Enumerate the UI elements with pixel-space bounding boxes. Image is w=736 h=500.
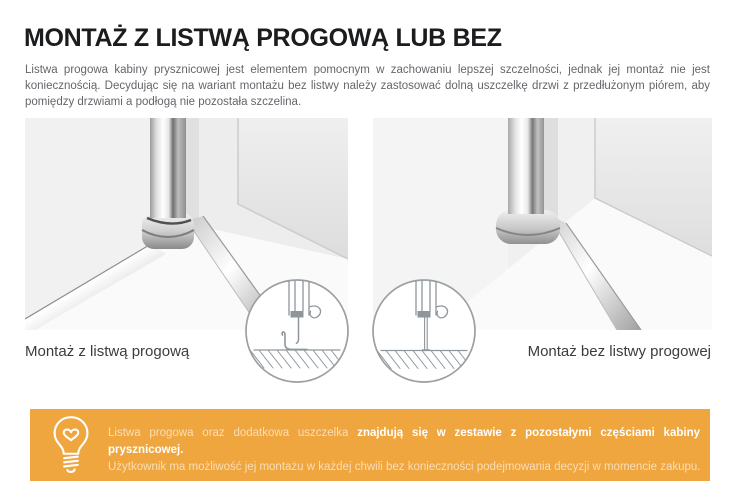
note-line-1 (108, 425, 700, 459)
caption-with-threshold: Montaż z listwą progową (25, 343, 190, 360)
note-banner (30, 409, 710, 481)
seal-with-strip-cross-section (244, 278, 350, 384)
lightbulb-icon (48, 414, 94, 476)
note-line1-regular: Listwa progowa oraz dodatkowa uszczelka (108, 427, 349, 439)
intro-paragraph: Listwa progowa kabiny prysznicowej jest elementem pomocnym w zachowaniu lepszej szczelności, jednak jej montaż nie jest koniecznością. Decydując się na wariant montażu bez listwy należy zastosować dolną uszczelkę drzwi z przedłużonym piórem, aby pomiędzy drzwiami a podłogą nie pozostała szczelina. (25, 63, 710, 108)
note-text (108, 425, 700, 476)
diagram-seal-without-threshold-strip (371, 278, 477, 384)
note-line-2: Użytkownik ma możliwość jej montażu w każdej chwili bez konieczności podejmowania decyzji w momencie zakupu. (108, 461, 701, 473)
diagram-seal-with-threshold-strip (244, 278, 350, 384)
page-title: MONTAŻ Z LISTWĄ PROGOWĄ LUB BEZ (24, 23, 502, 52)
seal-without-strip-cross-section (371, 278, 477, 384)
note-line1-bold: znajdują się w zestawie z pozostałymi częściami kabiny prysznicowej. (108, 427, 700, 456)
caption-without-threshold: Montaż bez listwy progowej (527, 343, 711, 360)
